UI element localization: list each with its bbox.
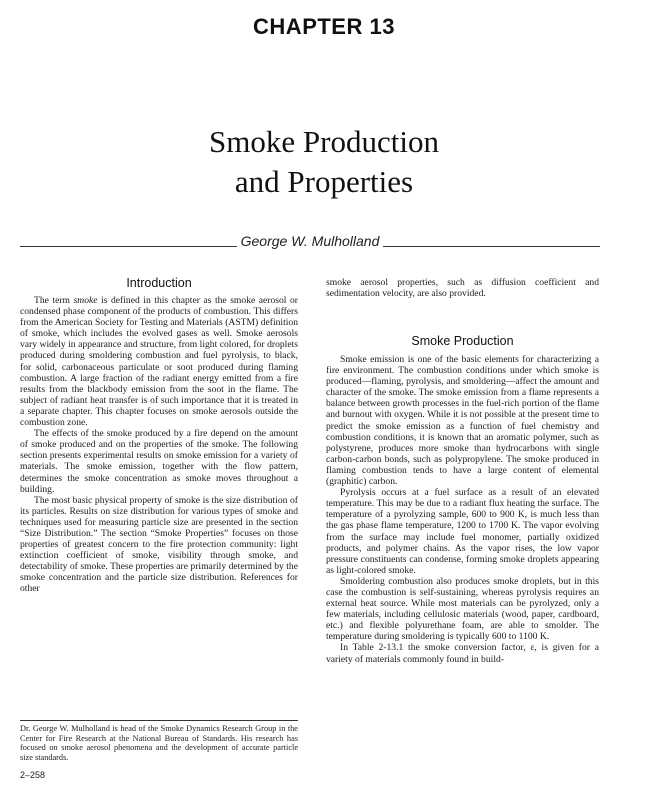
section-heading-introduction: Introduction	[126, 276, 192, 290]
section-heading-smoke-production: Smoke Production	[411, 334, 514, 348]
right-column	[326, 277, 599, 299]
smoke-paragraph-2: Pyrolysis occurs at a fuel surface as a result of an elevated temperature. This may be due to a radiant flux heating the surface. The temperature of a pyrolyzing sample, 600 to 900 K, is much less than the gas phase flame temperature, 1200 to 1700 K. The vapor evolving from the surface may include fuel monomer, partially oxidized products, and polymer chains. As the vapor rises, the low vapor pressure constituents can condense, forming smoke droplets appearing as light-colored smoke.	[326, 487, 599, 576]
chapter-label: CHAPTER 13	[253, 14, 395, 39]
smoke-paragraph-3: Smoldering combustion also produces smoke droplets, but in this case the combustion is self-sustaining, whereas pyrolysis requires an external heat source. While most materials can be pyrolyzed, only a few materials, including cellulosic materials (wood, paper, cardboard, etc.) and flexible polyurethane foam, are able to smolder. The temperature during smoldering is typically 600 to 1100 K.	[326, 575, 599, 643]
byline-rule-right	[383, 246, 600, 247]
intro-paragraph-continued: smoke aerosol properties, such as diffusion coefficient and sedimentation velocity, are also provided.	[326, 277, 599, 300]
intro-paragraph-1: The term smoke is defined in this chapter as the smoke aerosol or condensed phase component of the products of combustion. This differs from the American Society for Testing and Materials (ASTM) definition of smoke, which includes the evolved gases as well. Smoke aerosols vary widely in appearance and structure, from light colored, for droplets produced during smoldering combustion and fuel pyrolysis, to black, for solid, carbonaceous particulate or soot produced during flaming combustion. A large fraction of the radiant energy emitted from a fire results from the blackbody emission from the soot in the flame. The subject of radiant heat transfer is of such importance that it is treated in a separate chapter. This chapter focuses on smoke aerosols outside the combustion zone.	[20, 295, 298, 429]
intro-paragraph-3: The most basic physical property of smoke is the size distribution of its particles. Results on size distribution for various types of smoke and techniques used for measuring particle size are presented in the section “Size Distribution.” The section “Smoke Properties” focuses on those properties of greatest concern to the fire protection community: light extinction coefficient of smoke, visibility through smoke, and detectability of smoke. These properties are primarily determined by the smoke concentration and the particle size distribution. References for other	[20, 494, 298, 595]
page-number: 2–258	[20, 770, 46, 780]
smoke-paragraph-4: In Table 2-13.1 the smoke conversion factor, ε, is given for a variety of materials commonly found in build-	[326, 642, 599, 665]
chapter-title-line-2: and Properties	[234, 164, 414, 199]
author-byline	[20, 230, 600, 252]
left-column	[20, 295, 298, 595]
author-name: George W. Mulholland	[240, 233, 380, 249]
smoke-production-body	[326, 354, 599, 665]
term-smoke: smoke	[73, 295, 98, 306]
chapter-title-line-1: Smoke Production	[209, 124, 439, 159]
footnote-rule	[20, 720, 298, 721]
chapter-title	[0, 122, 648, 202]
author-footnote: Dr. George W. Mulholland is head of the Smoke Dynamics Research Group in the Center for Fire Research at the National Bureau of Standards. His research has focused on smoke aerosol phenomena and the development of accurate particle size standards.	[20, 724, 298, 762]
smoke-paragraph-1: Smoke emission is one of the basic elements for characterizing a fire environment. The combustion conditions under which smoke is produced—flaming, pyrolysis, and smoldering—affect the amount and character of the smoke. The smoke emission from a flame represents a balance between growth processes in the fuel-rich portion of the flame and burnout with oxygen. While it is not possible at the present time to predict the smoke emission as a function of fuel chemistry and combustion conditions, it is known that an aromatic polymer, such as polystyrene, produces more smoke than hydrocarbons with single carbon-carbon bonds, such as polypropylene. The smoke produced in flaming combustion tends to have a large content of elemental (graphitic) carbon.	[326, 354, 599, 488]
byline-rule-left	[20, 246, 237, 247]
intro-paragraph-2: The effects of the smoke produced by a fire depend on the amount of smoke produced and on the properties of the smoke. The following section presents experimental results on smoke emission for a variety of materials. The smoke emission, together with the flow pattern, determines the smoke concentration as smoke moves throughout a building.	[20, 428, 298, 495]
